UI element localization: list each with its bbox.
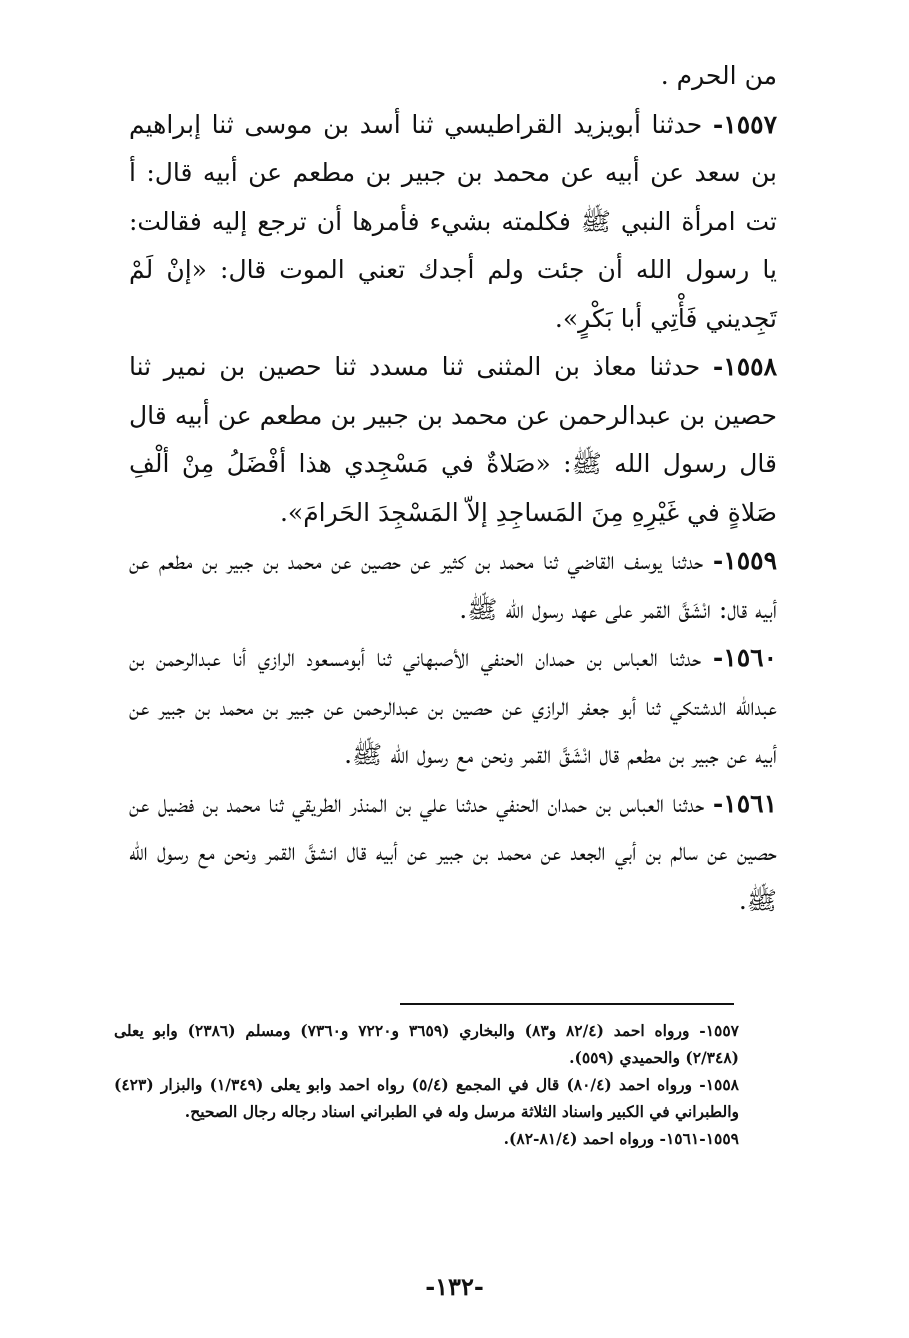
hadith-text: حدثنا العباس بن حمدان الحنفي الأصبهاني ثنا أبومسعود الرازي أنا عبدالرحمن بن عبدالله الدشتكي ثنا أبو جعفر الرازي عن حصين بن عبدالرحمن عن جبير بن محمد بن جبير عن أبيه عن جبير بن مطعم قال انْشَقَّ القمر ونحن مع رسول الله ﷺ. [129,643,777,769]
hadith-text: حدثنا معاذ بن المثنى ثنا مسدد ثنا حصين بن نمير ثنا حصين بن عبدالرحمن عن محمد بن جبير بن مطعم عن أبيه قال قال رسول الله ﷺ: «صَلاةٌ في مَسْجِدي هذا أفْضَلُ مِنْ ألْفِ صَلاةٍ في غَيْرِهِ مِنَ المَساجِدِ إلاّ المَسْجِدَ الحَرامَ». [129,352,777,527]
hadith-text: حدثنا العباس بن حمدان الحنفي حدثنا علي بن المنذر الطريقي ثنا محمد بن فضيل عن حصين عن سالم بن أبي الجعد عن محمد بن جبير عن أبيه قال انشقَّ القمر ونحن مع رسول الله ﷺ. [129,788,777,915]
hadith-number: ١٥٦٠- [712,643,777,672]
intro-line: من الحرم . [660,61,777,90]
hadith-1559 [129,537,777,634]
hadith-1561 [129,780,777,926]
footnote-1557: ١٥٥٧- ورواه احمد (٨٢/٤ و٨٣) والبخاري (٣٦٥٩ و٧٢٢٠ و٧٣٦٠) ومسلم (٢٣٨٦) وابو يعلى (٢/٣٤٨) والحميدي (٥٥٩). [114,1021,739,1067]
footnote-1558: ١٥٥٨- ورواه احمد (٨٠/٤) قال في المجمع (٥/٤) رواه احمد وابو يعلى (١/٣٤٩) والبزار (٤٢٣) والطبراني في الكبير واسناد الثلاثة مرسل وله في الطبراني اسناد رجاله رجال الصحيح. [114,1075,740,1121]
footnote-1559-1561: ١٥٥٩-١٥٦١- ورواه احمد (٨١/٤-٨٢). [503,1129,739,1148]
footnotes [114,1017,739,1152]
hadith-number: ١٥٦١- [712,788,777,818]
main-text [129,52,777,925]
hadith-number: ١٥٥٨- [712,352,777,381]
footnote-divider [400,1003,734,1005]
hadith-text: حدثنا يوسف القاضي ثنا محمد بن كثير عن حصين عن محمد بن جبير بن مطعم عن أبيه قال: انْشَقَّ القمر على عهد رسول الله ﷺ. [129,546,777,624]
hadith-1557 [129,101,777,344]
hadith-number: ١٥٥٩- [712,546,778,575]
hadith-1558 [129,343,777,537]
page-number: -١٣٢- [425,1272,484,1301]
hadith-text: حدثنا أبويزيد القراطيسي ثنا أسد بن موسى ثنا إبراهيم بن سعد عن أبيه عن محمد بن جبير بن مطعم عن أبيه قال: أ تت امرأة النبي ﷺ فكلمته بشيء فأمرها أن ترجع إليه فقالت: يا رسول الله أن جئت ولم أجدك تعني الموت قال: «إنْ لَمْ تَجِديني فَأْتِي أبا بَكْرٍ». [129,109,777,333]
hadith-1560 [129,634,777,780]
hadith-number: ١٥٥٧- [712,109,778,139]
